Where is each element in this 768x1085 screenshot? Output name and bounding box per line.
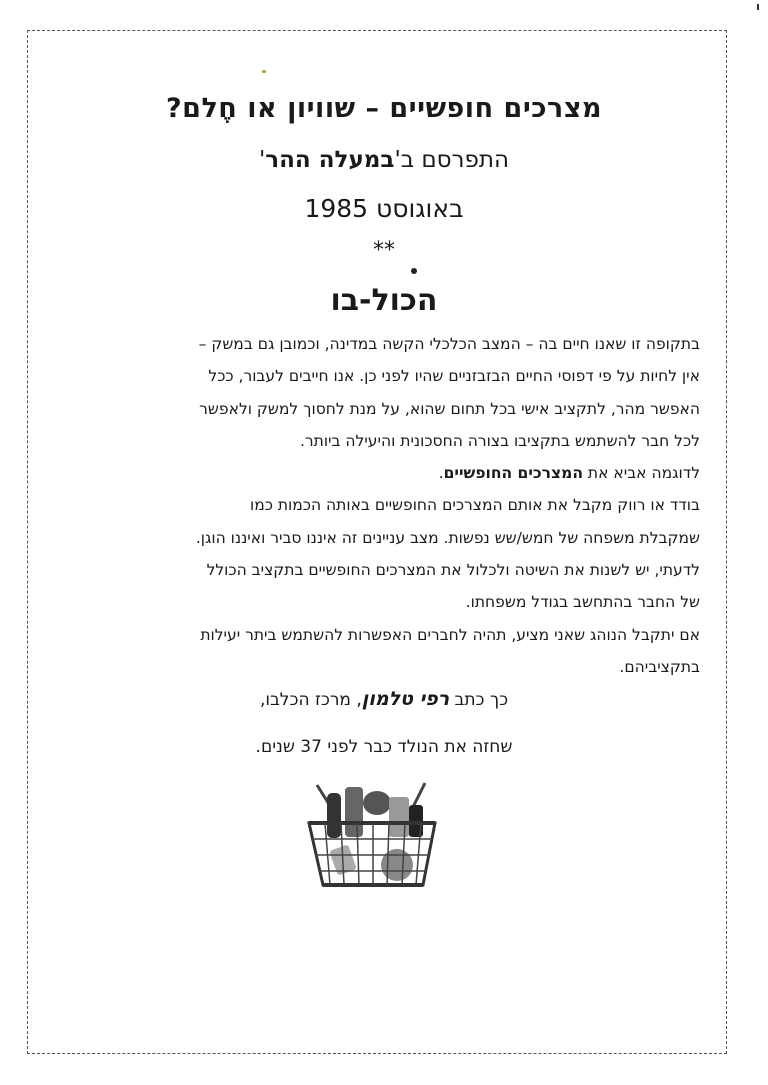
signature-line-2: שחזה את הנולד כבר לפני 37 שנים.: [255, 737, 513, 757]
body-line: לדעתי, יש לשנות את השיטה ולכלול את המצרכים החופשיים בתקציב הכולל: [206, 561, 700, 580]
separator-stars: **: [373, 238, 395, 263]
ink-dot: [411, 268, 417, 274]
publication-suffix: ': [258, 147, 266, 173]
body-line: בתקציביהם.: [619, 657, 700, 676]
scan-mark: [757, 4, 759, 10]
publication-date: באוגוסט 1985: [304, 194, 464, 223]
document-title: מצרכים חופשיים – שוויון או חֶלם?: [166, 93, 602, 124]
body-line: אין לחיות על פי דפוסי החיים הבזבזניים שהיו לפני כן. אנו חייבים לעבור, ככל: [208, 367, 700, 386]
scan-speck: [262, 70, 266, 73]
author-name: רפי טלמון: [361, 688, 450, 710]
body-line: לכל חבר להשתמש בתקציבו בצורה החסכונית והיעילה ביותר.: [299, 431, 700, 450]
example-line: [96, 457, 700, 489]
publication-line: [0, 147, 768, 173]
example-suffix: .: [438, 464, 444, 483]
example-bold: המצרכים החופשיים: [443, 464, 583, 483]
signature-line: [0, 688, 768, 710]
signature-prefix: כך כתב: [449, 690, 509, 710]
article-body: [96, 328, 700, 683]
signature-suffix: , מרכז הכלבו,: [259, 690, 362, 710]
body-line: שמקבלת משפחה של חמש/שש נפשות. מצב עניינים זה איננו סביר ואיננו הוגן.: [195, 528, 700, 547]
publication-name: במעלה ההר: [265, 147, 395, 173]
body-line: בודד או רווק מקבל את אותם המצרכים החופשיים באותה הכמות כמו: [249, 496, 700, 515]
body-line: בתקופה זו שאנו חיים בה – המצב הכלכלי הקשה במדינה, וכמובן גם במשק –: [198, 335, 700, 353]
example-prefix: לדוגמה אביא את: [582, 464, 700, 483]
section-title: הכול-בו: [330, 283, 438, 318]
shopping-basket-icon: [297, 775, 447, 890]
body-line: האפשר מהר, לתקציב אישי בכל תחום שהוא, על מנת לחסוך למשק ולאפשר: [199, 399, 700, 418]
body-line: אם יתקבל הנוהג שאני מציע, תהיה לחברים האפשרות להשתמש ביתר יעילות: [200, 625, 700, 644]
publication-prefix: התפרסם ב': [394, 147, 510, 173]
body-line: של החבר בהתחשב בגודל משפחתו.: [465, 593, 700, 612]
